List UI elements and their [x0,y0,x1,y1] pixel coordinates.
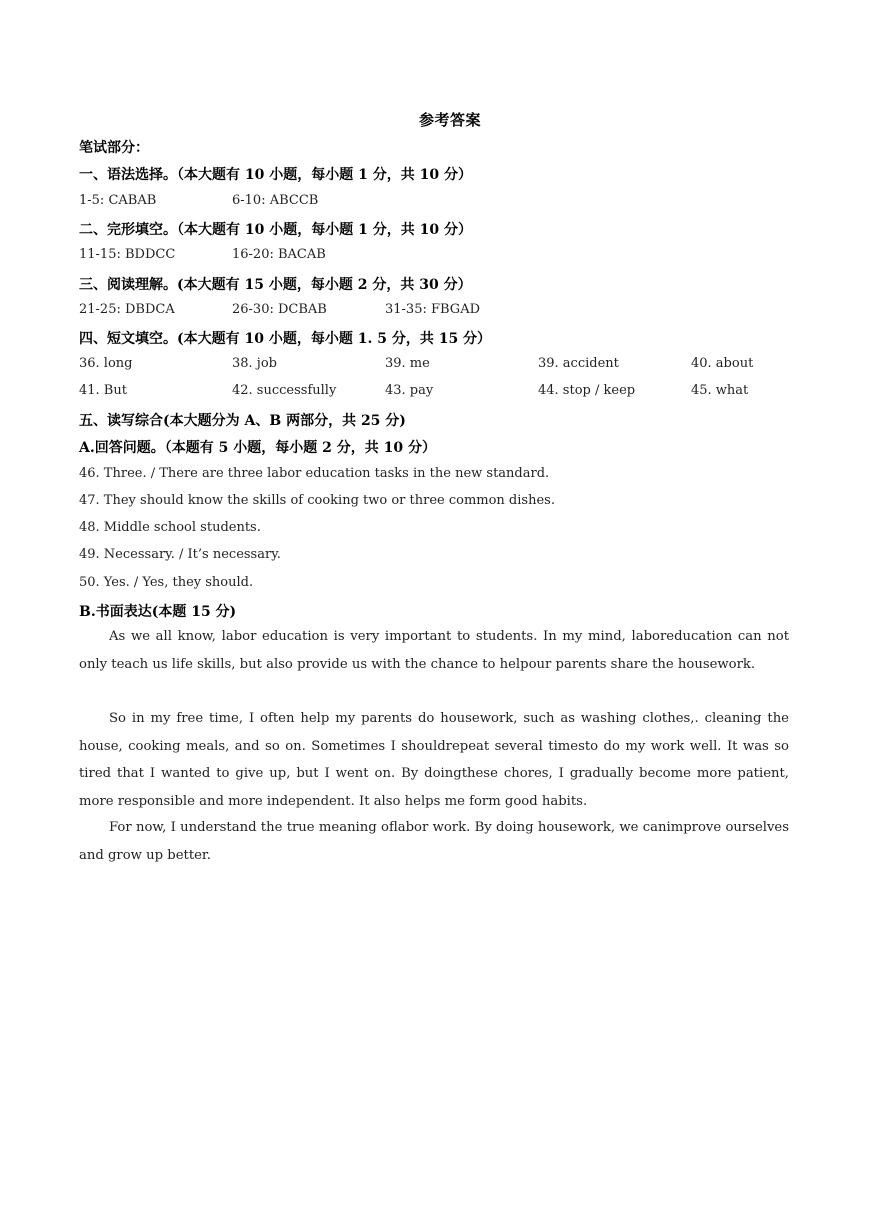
section-4-heading: 四、短文填空。(本大题有 10 小题，每小题 1. 5 分，共 15 分） [79,331,492,347]
essay-paragraph: As we all know, labor education is very important to students. In my mind, laboreducation can not only teach us life skills, but also provide us with the chance to helpour parents share the housework. [79,629,789,672]
section-2-answer: 16-20: BACAB [232,247,326,262]
section-1-answer: 1-5: CABAB [79,193,157,208]
essay-paragraph: For now, I understand the true meaning oflabor work. By doing housework, we canimprove ourselves and grow up better. [79,820,789,863]
section-3-answer: 31-35: FBGAD [385,302,480,317]
part-a-answer: 48. Middle school students. [79,520,261,535]
section-2-heading: 二、完形填空。（本大题有 10 小题，每小题 1 分，共 10 分） [79,222,472,238]
section-3-answer: 21-25: DBDCA [79,302,175,317]
part-a-heading: A.回答问题。（本题有 5 小题，每小题 2 分，共 10 分） [79,440,436,456]
section-4-answer: 41. But [79,383,127,398]
written-section-label: 笔试部分： [79,140,149,156]
section-4-answer: 36. long [79,356,133,371]
page-title: 参考答案 [418,111,481,129]
part-b-heading: B.书面表达(本题 15 分) [79,604,237,620]
section-1-answer: 6-10: ABCCB [232,193,319,208]
essay-paragraph: So in my free time, I often help my parents do housework, such as washing clothes,. cleaning the house, cooking meals, and so on. Sometimes I shouldrepeat several timesto do my work well. It was so tired that I wanted to give up, but I went on. By doingthese chores, I gradually become more patient, more responsible and more independent. It also helps me form good habits. [79,711,789,809]
section-2-answer: 11-15: BDDCC [79,247,176,262]
part-a-answer: 49. Necessary. / It’s necessary. [79,547,281,562]
section-4-answer: 43. pay [385,383,434,398]
part-a-answer: 46. Three. / There are three labor education tasks in the new standard. [79,466,550,481]
section-4-answer: 38. job [232,356,277,371]
section-3-answer: 26-30: DCBAB [232,302,327,317]
section-4-answer: 42. successfully [232,383,337,398]
section-4-answer: 40. about [691,356,754,371]
section-4-answer: 39. accident [538,356,619,371]
section-5-heading: 五、读写综合(本大题分为 A、B 两部分，共 25 分) [79,413,406,429]
section-3-heading: 三、阅读理解。(本大题有 15 小题，每小题 2 分，共 30 分） [79,277,472,293]
part-a-answer: 47. They should know the skills of cooking two or three common dishes. [79,493,555,508]
section-4-answer: 44. stop / keep [538,383,636,398]
part-a-answer: 50. Yes. / Yes, they should. [79,575,254,590]
section-4-answer: 39. me [385,356,430,371]
section-1-heading: 一、语法选择。（本大题有 10 小题，每小题 1 分，共 10 分） [79,167,472,183]
section-4-answer: 45. what [691,383,749,398]
